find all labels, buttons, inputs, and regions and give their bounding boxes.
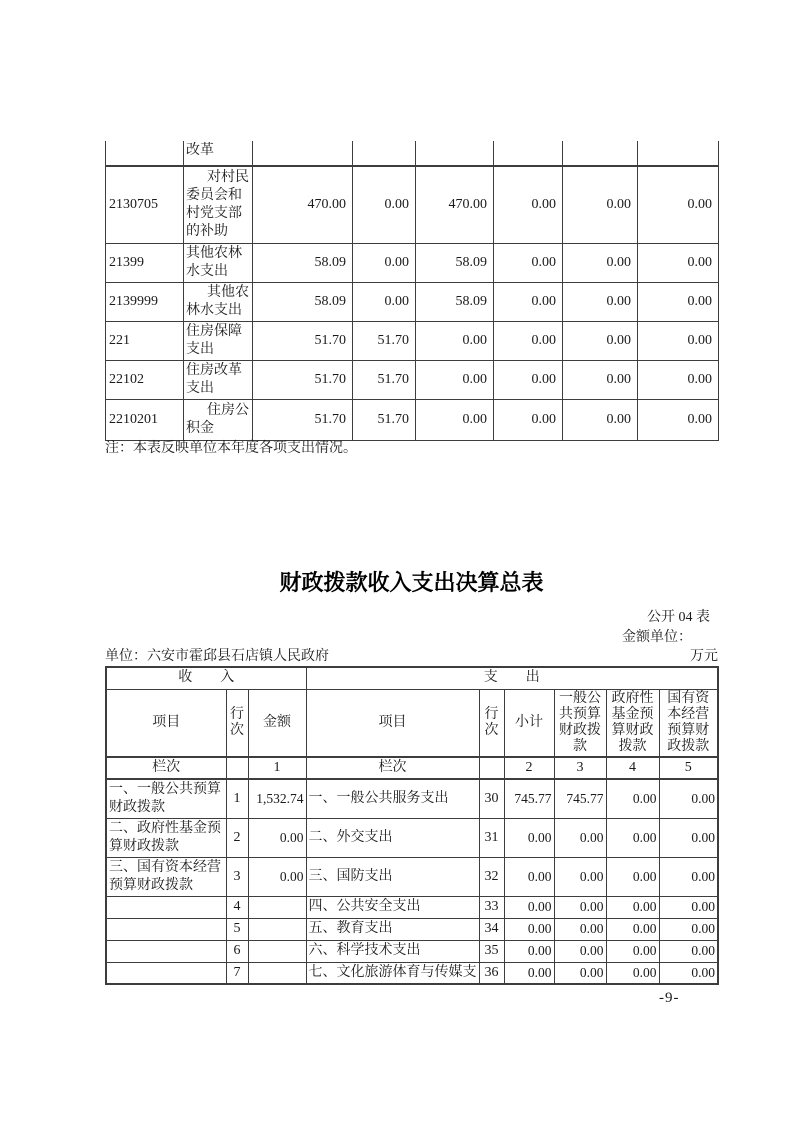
amount-cell: 0.00: [353, 243, 416, 282]
income-line-cell: 6: [226, 940, 248, 962]
amount-cell: [638, 141, 719, 166]
code-cell: 2139999: [106, 282, 184, 321]
table-row: [106, 857, 718, 896]
subtotal-cell: 0.00: [504, 818, 554, 857]
subtotal-cell: 745.77: [504, 779, 554, 819]
gov-fund-cell: 0.00: [606, 818, 659, 857]
amount-cell: 0.00: [638, 282, 719, 321]
amount-cell: [416, 141, 494, 166]
general-budget-cell: 0.00: [554, 896, 606, 918]
code-cell: 221: [106, 321, 184, 360]
subtotal-cell: 0.00: [504, 962, 554, 984]
col-header-income-amount: 金额: [248, 689, 306, 757]
expense-item-cell: 一、一般公共服务支出: [306, 779, 479, 819]
gov-fund-cell: 0.00: [606, 962, 659, 984]
income-item-cell: [106, 918, 226, 940]
name-cell: 住房改革支出: [184, 360, 253, 399]
code-cell: 22102: [106, 360, 184, 399]
subtotal-cell: 0.00: [504, 857, 554, 896]
expense-item-cell: 五、教育支出: [306, 918, 479, 940]
org-row: [105, 645, 718, 665]
amount-cell: 470.00: [253, 166, 353, 243]
expense-line-cell: 31: [479, 818, 504, 857]
table-row: [106, 779, 718, 819]
table-note: 注：本表反映单位本年度各项支出情况。: [105, 441, 357, 456]
index-expense-item: 栏次: [306, 757, 479, 779]
summary-table-title: 财政拨款收入支出决算总表: [279, 570, 544, 595]
col-header-subtotal: 小计: [504, 689, 554, 757]
income-amount-cell: [248, 918, 306, 940]
index-state-capital: 5: [659, 757, 718, 779]
expense-line-cell: 35: [479, 940, 504, 962]
col-header-state-capital: 国有资本经营预算财政拨款: [659, 689, 718, 757]
expense-line-cell: 34: [479, 918, 504, 940]
expense-line-cell: 32: [479, 857, 504, 896]
general-budget-cell: 745.77: [554, 779, 606, 819]
table-row: [106, 962, 718, 984]
income-line-cell: 3: [226, 857, 248, 896]
income-section-header: 收 入: [106, 667, 306, 689]
amount-cell: 0.00: [563, 243, 638, 282]
amount-cell: 51.70: [353, 321, 416, 360]
income-item-cell: [106, 896, 226, 918]
index-subtotal: 2: [504, 757, 554, 779]
income-line-cell: 1: [226, 779, 248, 819]
expenditure-detail-table: [105, 141, 719, 441]
amount-cell: 0.00: [416, 360, 494, 399]
table-row: [106, 243, 719, 282]
income-amount-cell: [248, 940, 306, 962]
index-income-line: [226, 757, 248, 779]
table-row: [106, 896, 718, 918]
column-header-row: [106, 689, 718, 757]
name-cell: 对村民委员会和村党支部的补助: [184, 166, 253, 243]
column-index-row: [106, 757, 718, 779]
amount-cell: 0.00: [494, 282, 563, 321]
amount-cell: 0.00: [494, 243, 563, 282]
income-line-cell: 7: [226, 962, 248, 984]
name-cell: 住房保障支出: [184, 321, 253, 360]
table-row: [106, 141, 719, 166]
table-row: [106, 818, 718, 857]
income-amount-cell: 0.00: [248, 818, 306, 857]
income-item-cell: 三、国有资本经营预算财政拨款: [106, 857, 226, 896]
amount-cell: 0.00: [563, 282, 638, 321]
name-cell: 其他农林水支出: [184, 282, 253, 321]
income-item-cell: 一、一般公共预算财政拨款: [106, 779, 226, 819]
general-budget-cell: 0.00: [554, 918, 606, 940]
expense-line-cell: 36: [479, 962, 504, 984]
table-row: [106, 360, 719, 399]
name-cell: 住房公积金: [184, 399, 253, 440]
amount-cell: 58.09: [416, 282, 494, 321]
income-item-cell: [106, 940, 226, 962]
amount-cell: 470.00: [416, 166, 494, 243]
general-budget-cell: 0.00: [554, 818, 606, 857]
state-capital-cell: 0.00: [659, 818, 718, 857]
amount-cell: 51.70: [253, 399, 353, 440]
amount-cell: 0.00: [563, 166, 638, 243]
index-income-item: 栏次: [106, 757, 226, 779]
subtotal-cell: 0.00: [504, 918, 554, 940]
expense-item-cell: 三、国防支出: [306, 857, 479, 896]
amount-cell: 0.00: [638, 360, 719, 399]
table-row: [106, 282, 719, 321]
code-cell: 2130705: [106, 166, 184, 243]
table-row: [106, 166, 719, 243]
expense-line-cell: 33: [479, 896, 504, 918]
amount-cell: 0.00: [416, 399, 494, 440]
income-amount-cell: 1,532.74: [248, 779, 306, 819]
col-header-income-item: 项目: [106, 689, 226, 757]
income-amount-cell: [248, 896, 306, 918]
section-header-row: [106, 667, 718, 689]
state-capital-cell: 0.00: [659, 918, 718, 940]
amount-unit-label: 金额单位：: [622, 630, 692, 645]
gov-fund-cell: 0.00: [606, 918, 659, 940]
amount-cell: 51.70: [353, 360, 416, 399]
amount-cell: 0.00: [563, 321, 638, 360]
table-row: [106, 918, 718, 940]
income-line-cell: 5: [226, 918, 248, 940]
col-header-gov-fund: 政府性基金预算财政拨款: [606, 689, 659, 757]
state-capital-cell: 0.00: [659, 896, 718, 918]
income-line-cell: 4: [226, 896, 248, 918]
expense-line-cell: 30: [479, 779, 504, 819]
name-cell: 改革: [184, 141, 253, 166]
state-capital-cell: 0.00: [659, 857, 718, 896]
expense-item-cell: 二、外交支出: [306, 818, 479, 857]
general-budget-cell: 0.00: [554, 857, 606, 896]
table-row: [106, 940, 718, 962]
amount-cell: 0.00: [353, 282, 416, 321]
amount-cell: 0.00: [494, 360, 563, 399]
amount-cell: 0.00: [494, 321, 563, 360]
state-capital-cell: 0.00: [659, 962, 718, 984]
gov-fund-cell: 0.00: [606, 779, 659, 819]
amount-cell: [563, 141, 638, 166]
amount-cell: 0.00: [638, 399, 719, 440]
amount-cell: 51.70: [353, 399, 416, 440]
income-line-cell: 2: [226, 818, 248, 857]
fiscal-summary-table: [105, 666, 719, 985]
expense-item-cell: 七、文化旅游体育与传媒支: [306, 962, 479, 984]
amount-cell: 58.09: [253, 243, 353, 282]
expense-item-cell: 四、公共安全支出: [306, 896, 479, 918]
amount-cell: [494, 141, 563, 166]
expense-section-header: 支 出: [306, 667, 718, 689]
index-expense-line: [479, 757, 504, 779]
subtotal-cell: 0.00: [504, 896, 554, 918]
index-general-budget: 3: [554, 757, 606, 779]
income-amount-cell: [248, 962, 306, 984]
amount-cell: 0.00: [638, 243, 719, 282]
code-cell: [106, 141, 184, 166]
amount-cell: 0.00: [353, 166, 416, 243]
public-table-label: 公开 04 表: [647, 610, 710, 625]
amount-cell: 0.00: [638, 166, 719, 243]
amount-cell: 51.70: [253, 360, 353, 399]
gov-fund-cell: 0.00: [606, 940, 659, 962]
income-item-cell: 二、政府性基金预算财政拨款: [106, 818, 226, 857]
index-income-amount: 1: [248, 757, 306, 779]
amount-cell: 0.00: [563, 399, 638, 440]
amount-cell: 0.00: [494, 399, 563, 440]
income-amount-cell: 0.00: [248, 857, 306, 896]
subtotal-cell: 0.00: [504, 940, 554, 962]
amount-cell: [353, 141, 416, 166]
gov-fund-cell: 0.00: [606, 857, 659, 896]
index-gov-fund: 4: [606, 757, 659, 779]
amount-cell: 0.00: [638, 321, 719, 360]
gov-fund-cell: 0.00: [606, 896, 659, 918]
col-header-expense-line: 行次: [479, 689, 504, 757]
income-item-cell: [106, 962, 226, 984]
amount-cell: [253, 141, 353, 166]
code-cell: 21399: [106, 243, 184, 282]
org-name-label: 单位：六安市霍邱县石店镇人民政府: [105, 649, 329, 664]
page-number: -9-: [659, 990, 680, 1006]
state-capital-cell: 0.00: [659, 779, 718, 819]
amount-cell: 58.09: [416, 243, 494, 282]
col-header-income-line: 行次: [226, 689, 248, 757]
amount-cell: 0.00: [416, 321, 494, 360]
col-header-general-budget: 一般公共预算财政拨款: [554, 689, 606, 757]
general-budget-cell: 0.00: [554, 940, 606, 962]
state-capital-cell: 0.00: [659, 940, 718, 962]
amount-cell: 58.09: [253, 282, 353, 321]
table-row: [106, 399, 719, 440]
amount-cell: 51.70: [253, 321, 353, 360]
col-header-expense-item: 项目: [306, 689, 479, 757]
amount-cell: 0.00: [563, 360, 638, 399]
code-cell: 2210201: [106, 399, 184, 440]
amount-cell: 0.00: [494, 166, 563, 243]
currency-unit: 万元: [690, 649, 718, 664]
name-cell: 其他农林水支出: [184, 243, 253, 282]
table-row: [106, 321, 719, 360]
expense-item-cell: 六、科学技术支出: [306, 940, 479, 962]
general-budget-cell: 0.00: [554, 962, 606, 984]
